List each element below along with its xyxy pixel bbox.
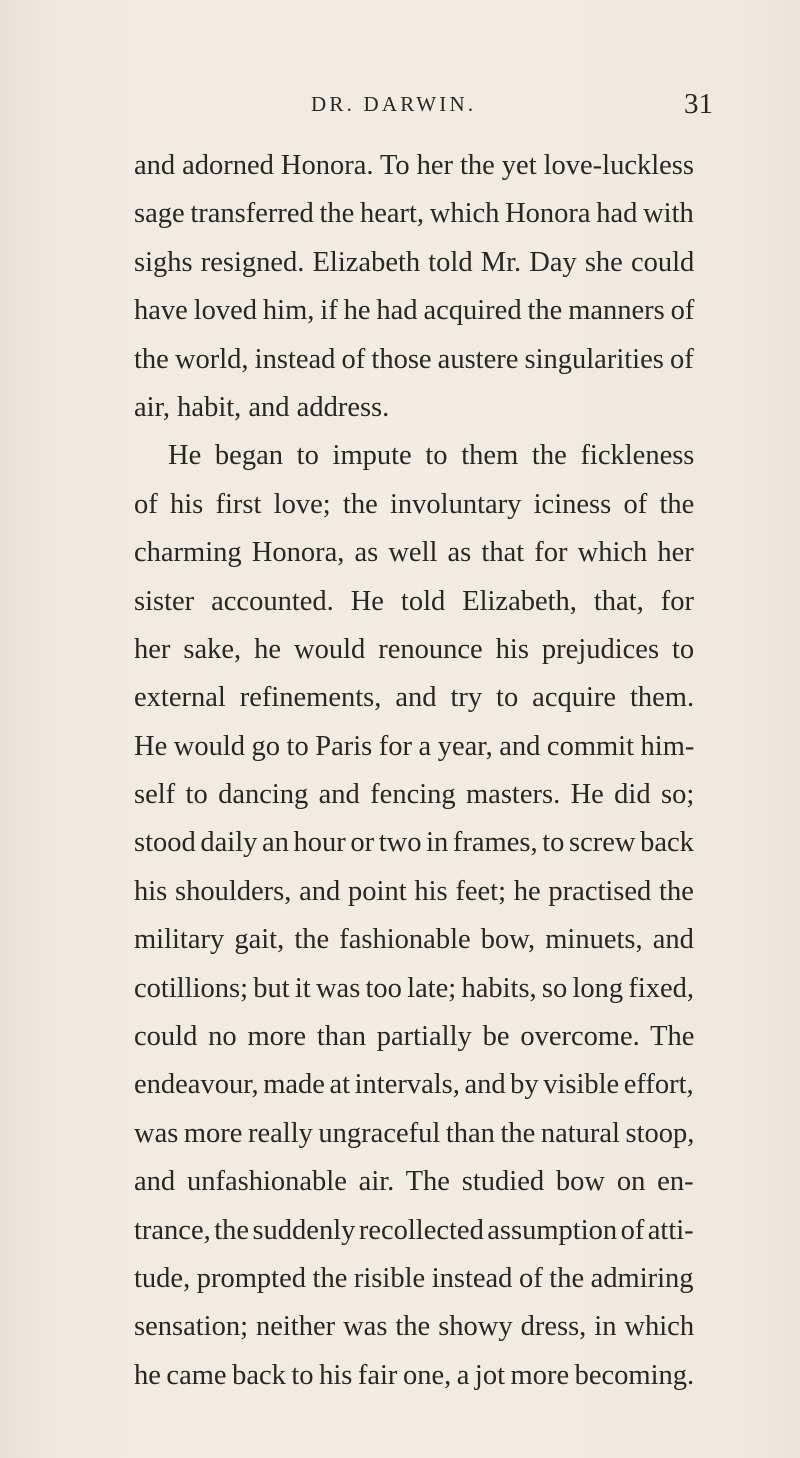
text-line: sister accounted. He told Elizabeth, that, for (134, 585, 694, 617)
text-line: stood daily an hour or two in frames, to screw back (134, 827, 694, 859)
page-header (0, 88, 800, 128)
text-line: endeavour, made at intervals, and by visible effort, (134, 1069, 694, 1101)
text-line: could no more than partially be overcome. The (134, 1021, 695, 1053)
text-line: He began to impute to them the fickleness (168, 440, 695, 472)
text-line: trance, the suddenly recollected assumption of atti- (134, 1214, 694, 1246)
text-line: sensation; neither was the showy dress, in which (134, 1311, 695, 1343)
text-line: he came back to his fair one, a jot more becoming. (134, 1359, 695, 1391)
text-line: was more really ungraceful than the natural stoop, (134, 1117, 695, 1149)
text-line: external refinements, and try to acquire them. (134, 682, 695, 714)
text-line: military gait, the fashionable bow, minuets, and (134, 924, 694, 956)
text-line: charming Honora, as well as that for which her (134, 537, 694, 569)
text-line: her sake, he would renounce his prejudices to (134, 633, 695, 665)
text-line: cotillions; but it was too late; habits, so long fixed, (134, 972, 695, 1004)
body-text (134, 142, 694, 1400)
text-line: of his first love; the involuntary iciness of the (134, 488, 695, 520)
text-line: sage transferred the heart, which Honora had with (134, 198, 694, 230)
text-line: tude, prompted the risible instead of the admiring (134, 1262, 694, 1294)
text-line: self to dancing and fencing masters. He did so; (134, 779, 695, 811)
running-head: DR. DARWIN. (311, 92, 477, 116)
text-line: He would go to Paris for a year, and commit him- (134, 730, 695, 762)
text-line: the world, instead of those austere singularities of (134, 343, 694, 375)
page-number: 31 (684, 88, 713, 120)
text-line: sighs resigned. Elizabeth told Mr. Day she could (134, 246, 695, 278)
text-line: have loved him, if he had acquired the manners of (134, 295, 695, 327)
text-line: and adorned Honora. To her the yet love-luckless (134, 150, 694, 181)
text-line: air, habit, and address. (134, 391, 390, 423)
text-line: his shoulders, and point his feet; he practised the (134, 875, 694, 907)
text-line: and unfashionable air. The studied bow on en- (134, 1166, 694, 1198)
